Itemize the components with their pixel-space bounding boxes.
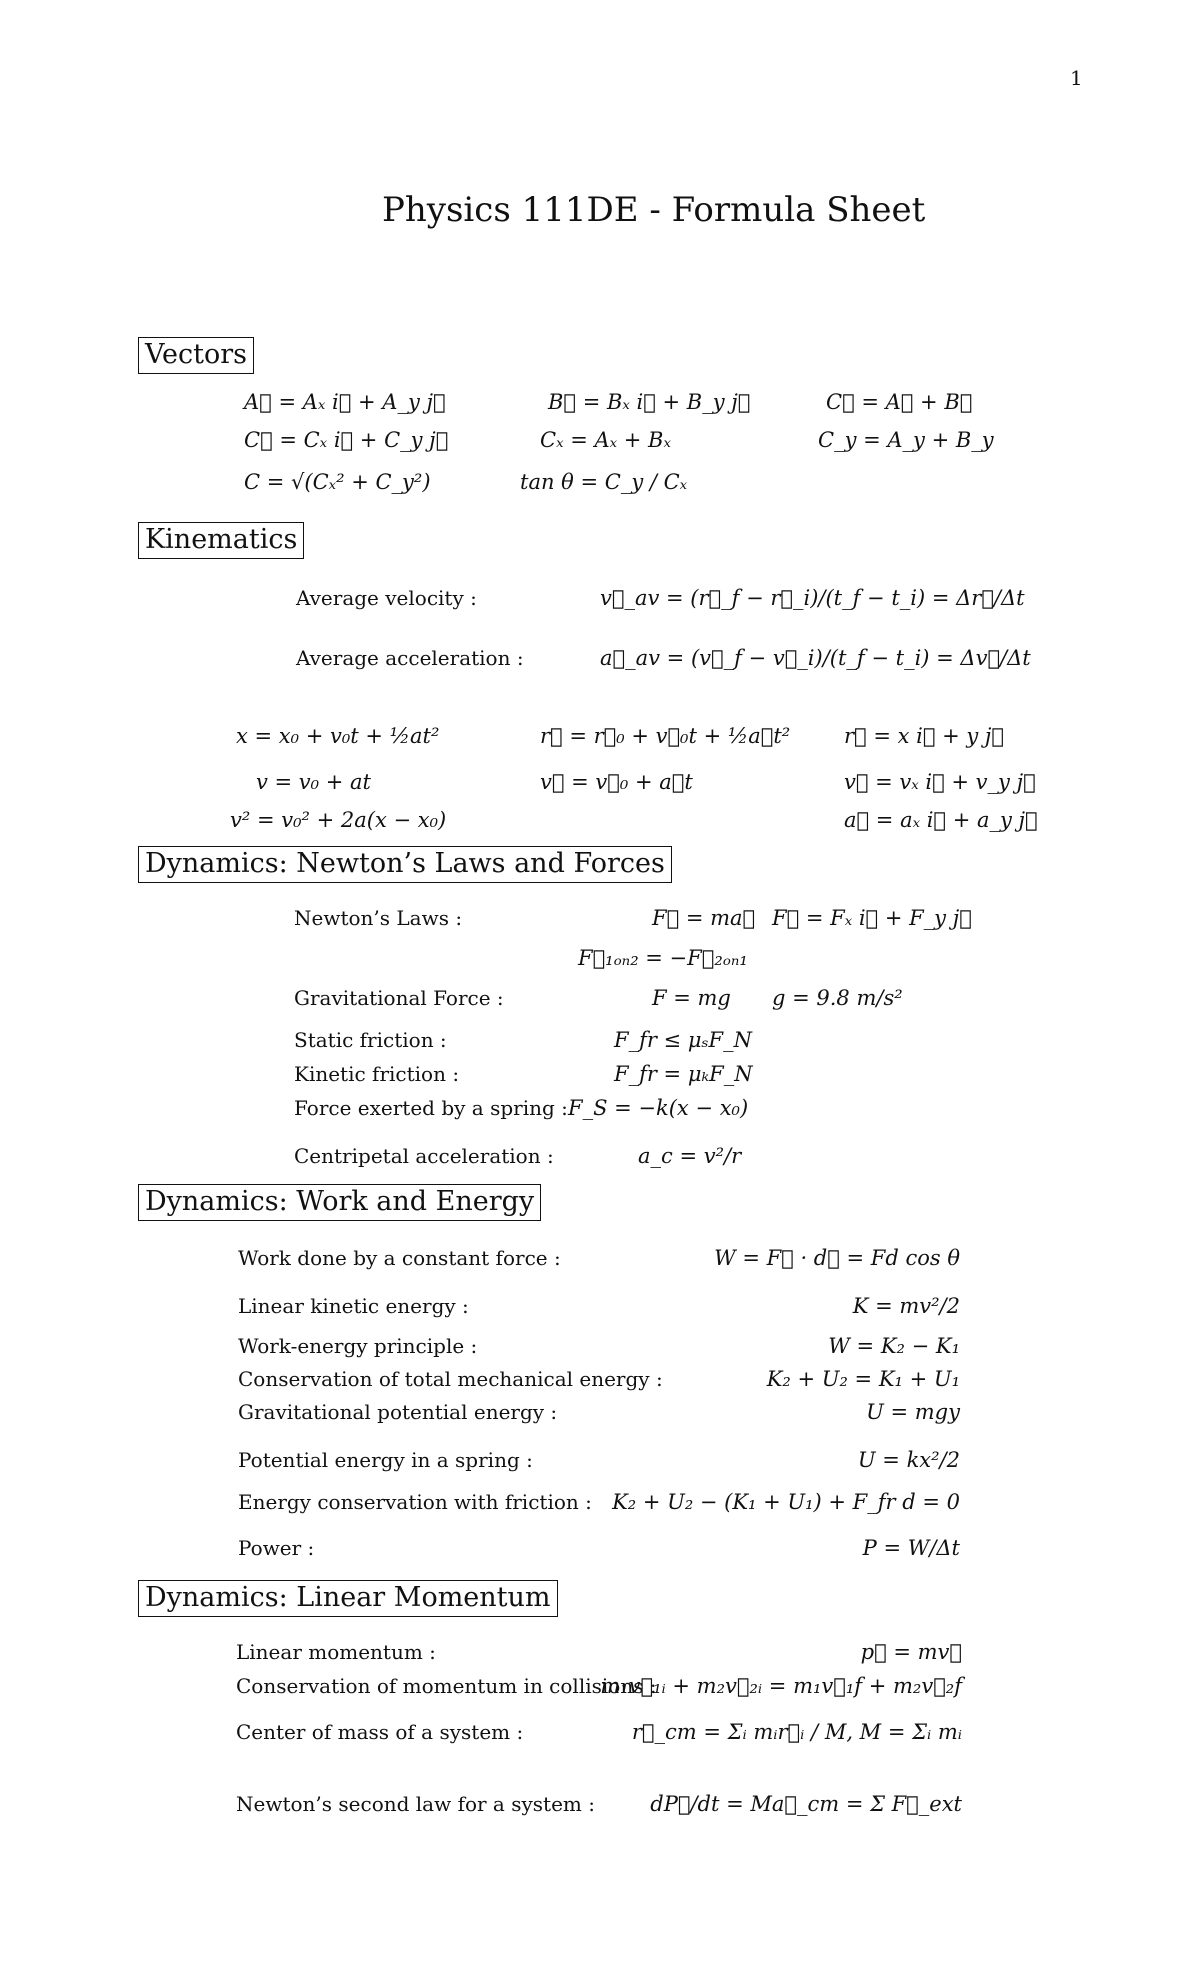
equation-static-friction: F_fr ≤ μₛF_N [614,1028,752,1052]
label-kinetic-friction: Kinetic friction : [294,1062,460,1086]
equation-momentum: p⃗ = mv⃗ [860,1640,962,1664]
label-work-energy-principle: Work-energy principle : [238,1334,478,1358]
equation-kinetic-friction: F_fr = μₖF_N [614,1062,753,1086]
equation-cy: C_y = A_y + B_y [818,428,994,452]
label-conservation-energy: Conservation of total mechanical energy : [238,1367,663,1391]
equation-vector-b: B⃗ = Bₓ i⃗ + B_y j⃗ [548,390,751,414]
equation-newton-second-system: dP⃗/dt = Ma⃗_cm = Σ F⃗_ext [650,1792,962,1816]
page-number: 1 [1070,66,1083,90]
equation-a-components: a⃗ = aₓ i⃗ + a_y j⃗ [844,808,1038,832]
equation-kinetic-energy: K = mv²/2 [852,1294,960,1318]
label-gravitational-potential: Gravitational potential energy : [238,1400,558,1424]
page-title: Physics 111DE - Formula Sheet [382,190,926,230]
equation-centripetal: a_c = v²/r [638,1144,742,1168]
equation-f-components: F⃗ = Fₓ i⃗ + F_y j⃗ [772,906,972,930]
label-newton-second-system: Newton’s second law for a system : [236,1792,595,1816]
label-spring-potential: Potential energy in a spring : [238,1448,533,1472]
equation-velocity-vector: v⃗ = v⃗₀ + a⃗t [540,770,693,794]
equation-average-velocity: v⃗_av = (r⃗_f − r⃗_i)/(t_f − t_i) = Δr⃗/Δt [600,586,1025,610]
equation-newton-third: F⃗₁ₒₙ₂ = −F⃗₂ₒₙ₁ [578,946,748,970]
equation-gravitational-potential: U = mgy [866,1400,960,1424]
equation-c-magnitude: C = √(Cₓ² + C_y²) [244,470,431,494]
equation-work-energy-principle: W = K₂ − K₁ [828,1334,960,1358]
label-newtons-laws: Newton’s Laws : [294,906,463,930]
equation-spring-potential: U = kx²/2 [857,1448,960,1472]
label-kinetic-energy: Linear kinetic energy : [238,1294,469,1318]
section-heading-forces: Dynamics: Newton’s Laws and Forces [138,846,672,883]
equation-center-of-mass: r⃗_cm = Σᵢ mᵢr⃗ᵢ / M, M = Σᵢ mᵢ [631,1720,962,1744]
section-heading-momentum: Dynamics: Linear Momentum [138,1580,558,1617]
label-work: Work done by a constant force : [238,1246,561,1270]
equation-gravity: F = mg [652,986,731,1010]
label-collision-conservation: Conservation of momentum in collisions : [236,1674,657,1698]
equation-spring-force: F_S = −k(x − x₀) [568,1096,749,1120]
section-heading-energy: Dynamics: Work and Energy [138,1184,541,1221]
equation-v-squared: v² = v₀² + 2a(x − x₀) [230,808,447,832]
equation-position: x = x₀ + v₀t + ½at² [236,724,440,748]
label-gravitational-force: Gravitational Force : [294,986,504,1010]
label-linear-momentum: Linear momentum : [236,1640,436,1664]
equation-collision-conservation: m₁v⃗₁ᵢ + m₂v⃗₂ᵢ = m₁v⃗₁f + m₂v⃗₂f [600,1674,962,1698]
section-heading-vectors: Vectors [138,337,254,374]
label-spring-force: Force exerted by a spring : [294,1096,568,1120]
label-power: Power : [238,1536,315,1560]
label-centripetal-acceleration: Centripetal acceleration : [294,1144,554,1168]
equation-g-value: g = 9.8 m/s² [772,986,903,1010]
equation-energy-friction: K₂ + U₂ − (K₁ + U₁) + F_fr d = 0 [612,1490,960,1514]
label-energy-friction: Energy conservation with friction : [238,1490,592,1514]
equation-r-components: r⃗ = x i⃗ + y j⃗ [844,724,1005,748]
label-average-velocity: Average velocity : [296,586,477,610]
equation-f-ma: F⃗ = ma⃗ [652,906,756,930]
label-average-acceleration: Average acceleration : [296,646,524,670]
label-static-friction: Static friction : [294,1028,447,1052]
equation-power: P = W/Δt [862,1536,960,1560]
equation-average-acceleration: a⃗_av = (v⃗_f − v⃗_i)/(t_f − t_i) = Δv⃗/Δt [600,646,1031,670]
equation-conservation-energy: K₂ + U₂ = K₁ + U₁ [766,1367,960,1391]
equation-vector-c: C⃗ = Cₓ i⃗ + C_y j⃗ [244,428,449,452]
equation-cx: Cₓ = Aₓ + Bₓ [540,428,671,452]
equation-tan-theta: tan θ = C_y / Cₓ [520,470,688,494]
equation-velocity: v = v₀ + at [256,770,371,794]
section-heading-kinematics: Kinematics [138,522,304,559]
equation-v-components: v⃗ = vₓ i⃗ + v_y j⃗ [844,770,1036,794]
equation-vector-sum: C⃗ = A⃗ + B⃗ [826,390,973,414]
equation-vector-a: A⃗ = Aₓ i⃗ + A_y j⃗ [244,390,446,414]
equation-work: W = F⃗ · d⃗ = Fd cos θ [714,1246,960,1270]
label-center-of-mass: Center of mass of a system : [236,1720,524,1744]
equation-position-vector: r⃗ = r⃗₀ + v⃗₀t + ½a⃗t² [540,724,791,748]
